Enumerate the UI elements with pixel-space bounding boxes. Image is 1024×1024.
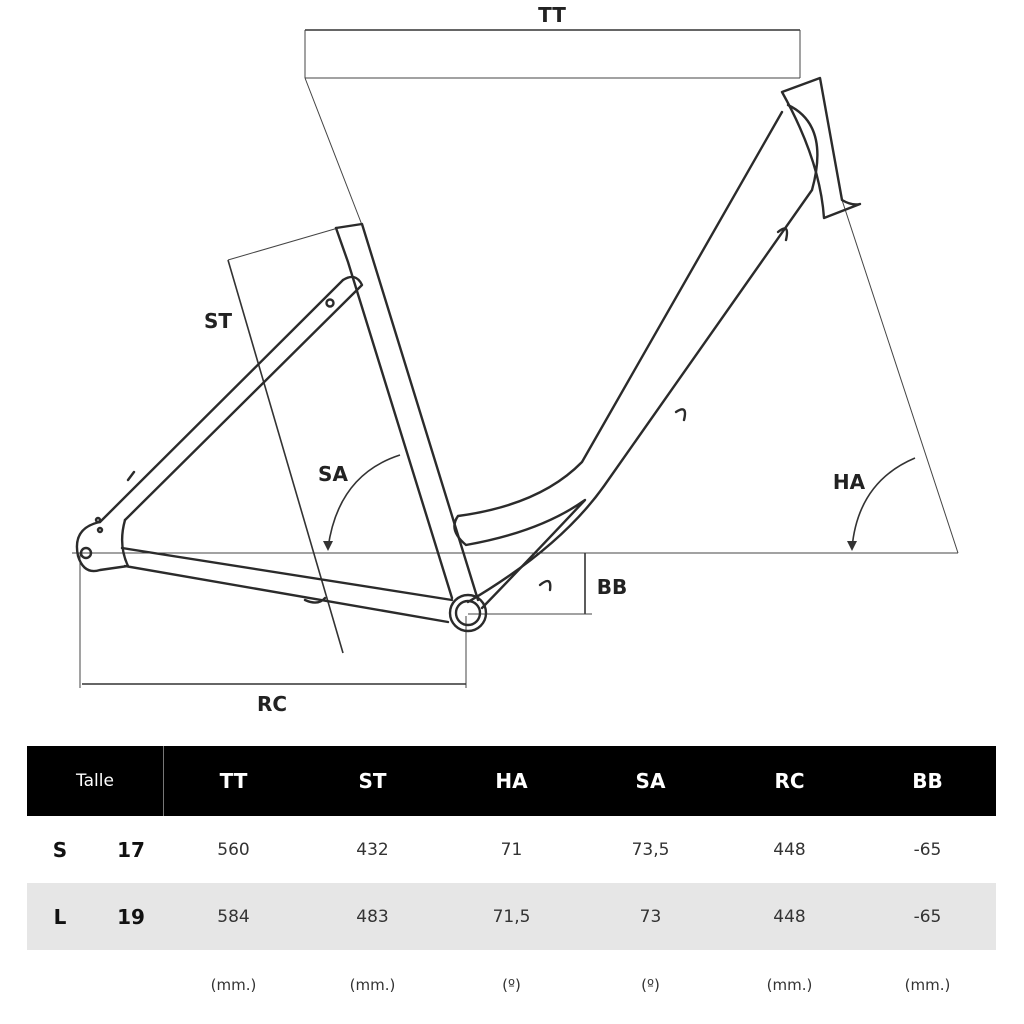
cell-sa: 73	[639, 906, 662, 927]
cell-rc: 448	[773, 839, 806, 860]
unit-ha: (º)	[502, 976, 521, 994]
header-tt: TT	[219, 769, 248, 793]
cell-ha: 71	[500, 839, 523, 860]
unit-st: (mm.)	[349, 976, 396, 994]
label-st: ST	[203, 309, 233, 333]
cell-sa: 73,5	[631, 839, 670, 860]
cell-bb: -65	[913, 839, 942, 860]
cell-st: 432	[356, 839, 389, 860]
row-number: 19	[117, 904, 145, 929]
bike-frame	[77, 78, 860, 631]
label-bb: BB	[596, 575, 628, 599]
unit-bb: (mm.)	[904, 976, 951, 994]
cell-ha: 71,5	[492, 906, 531, 927]
cell-bb: -65	[913, 906, 942, 927]
label-rc: RC	[256, 692, 288, 716]
units-row	[27, 950, 996, 1020]
header-bb: BB	[912, 769, 943, 793]
label-tt: TT	[538, 3, 566, 27]
label-sa: SA	[318, 462, 348, 486]
cell-tt: 584	[217, 906, 250, 927]
row-number: 17	[117, 837, 145, 862]
unit-rc: (mm.)	[766, 976, 813, 994]
header-ha: HA	[495, 769, 528, 793]
header-st: ST	[358, 769, 387, 793]
table-header	[27, 746, 996, 816]
cell-rc: 448	[773, 906, 806, 927]
cell-tt: 560	[217, 839, 250, 860]
header-sa: SA	[635, 769, 666, 793]
unit-sa: (º)	[641, 976, 660, 994]
table-row	[27, 816, 996, 883]
row-size: S	[52, 837, 68, 862]
reference-lines	[72, 30, 958, 688]
row-size: L	[53, 904, 67, 929]
table-row	[27, 883, 996, 950]
header-rc: RC	[774, 769, 805, 793]
header-talle: Talle	[76, 771, 114, 791]
label-ha: HA	[832, 470, 866, 494]
unit-tt: (mm.)	[210, 976, 257, 994]
cell-st: 483	[356, 906, 389, 927]
geometry-table	[27, 746, 996, 1020]
